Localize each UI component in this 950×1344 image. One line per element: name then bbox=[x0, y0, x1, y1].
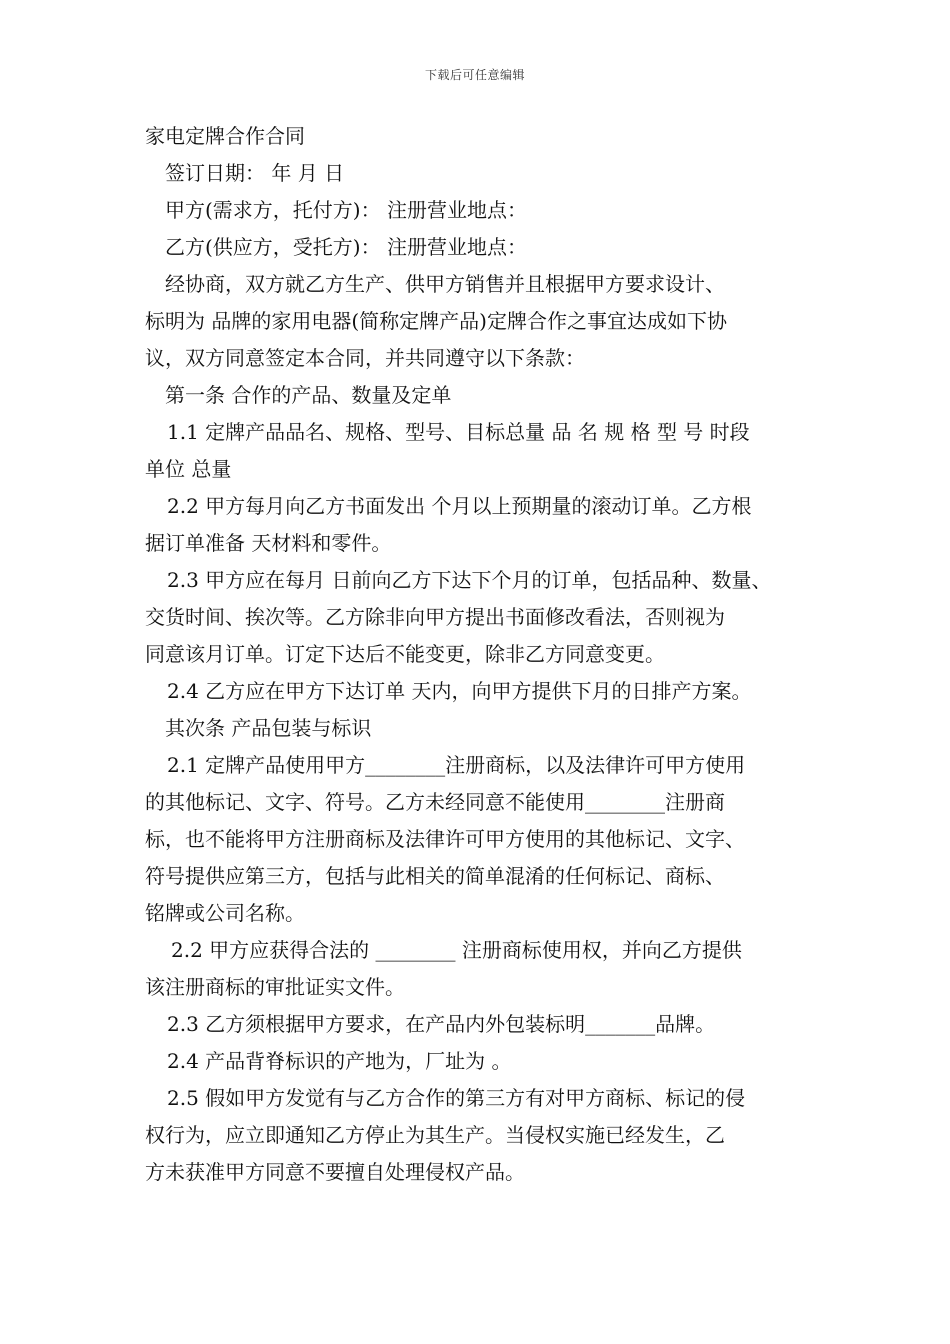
clause-line: 方未获准甲方同意不要擅自处理侵权产品。 bbox=[145, 1160, 525, 1184]
clause-line: 2.1 定牌产品使用甲方________注册商标，以及法律许可甲方使用 bbox=[167, 753, 746, 777]
clause-line: 2.2 甲方每月向乙方书面发出 个月以上预期量的滚动订单。乙方根 bbox=[167, 494, 752, 518]
clause-line: 权行为，应立即通知乙方停止为其生产。当侵权实施已经发生，乙 bbox=[145, 1123, 725, 1147]
clause-line: 2.5 假如甲方发觉有与乙方合作的第三方有对甲方商标、标记的侵 bbox=[167, 1086, 746, 1110]
party-a-line: 甲方(需求方，托付方)： 注册营业地点： bbox=[165, 198, 527, 222]
clause-line: 2.3 甲方应在每月 日前向乙方下达下个月的订单，包括品种、数量、 bbox=[167, 568, 772, 592]
clause-line: 单位 总量 bbox=[145, 457, 232, 481]
clause-line: 1.1 定牌产品品名、规格、型号、目标总量 品 名 规 格 型 号 时段 bbox=[167, 420, 750, 444]
clause-line: 该注册商标的审批证实文件。 bbox=[145, 975, 405, 999]
preamble-line: 标明为 品牌的家用电器(简称定牌产品)定牌合作之事宜达成如下协 bbox=[145, 309, 727, 333]
clause-line: 据订单准备 天材料和零件。 bbox=[145, 531, 392, 555]
clause-line: 2.3 乙方须根据甲方要求，在产品内外包装标明_______品牌。 bbox=[167, 1012, 716, 1036]
article-heading: 其次条 产品包装与标识 bbox=[165, 716, 372, 740]
preamble-line: 议，双方同意签定本合同，并共同遵守以下条款： bbox=[145, 346, 585, 370]
clause-line: 交货时间、挨次等。乙方除非向甲方提出书面修改看法，否则视为 bbox=[145, 605, 725, 629]
clause-line: 铭牌或公司名称。 bbox=[145, 901, 305, 925]
page-header: 下载后可任意编辑 bbox=[424, 68, 525, 82]
document-title: 家电定牌合作合同 bbox=[145, 124, 305, 148]
clause-line: 2.2 甲方应获得合法的 ________ 注册商标使用权，并向乙方提供 bbox=[171, 938, 742, 962]
article-heading: 第一条 合作的产品、数量及定单 bbox=[165, 383, 452, 407]
clause-line: 2.4 产品背脊标识的产地为，厂址为 。 bbox=[167, 1049, 512, 1073]
clause-line: 标，也不能将甲方注册商标及法律许可甲方使用的其他标记、文字、 bbox=[145, 827, 745, 851]
clause-line: 符号提供应第三方，包括与此相关的简单混淆的任何标记、商标、 bbox=[145, 864, 725, 888]
clause-line: 同意该月订单。订定下达后不能变更，除非乙方同意变更。 bbox=[145, 642, 665, 666]
clause-line: 2.4 乙方应在甲方下达订单 天内，向甲方提供下月的日排产方案。 bbox=[167, 679, 752, 703]
preamble-line: 经协商，双方就乙方生产、供甲方销售并且根据甲方要求设计、 bbox=[165, 272, 725, 296]
party-b-line: 乙方(供应方，受托方)： 注册营业地点： bbox=[165, 235, 527, 259]
clause-line: 的其他标记、文字、符号。乙方未经同意不能使用________注册商 bbox=[145, 790, 725, 814]
signing-date-line: 签订日期： 年 月 日 bbox=[165, 161, 345, 185]
document-body bbox=[145, 118, 825, 1191]
